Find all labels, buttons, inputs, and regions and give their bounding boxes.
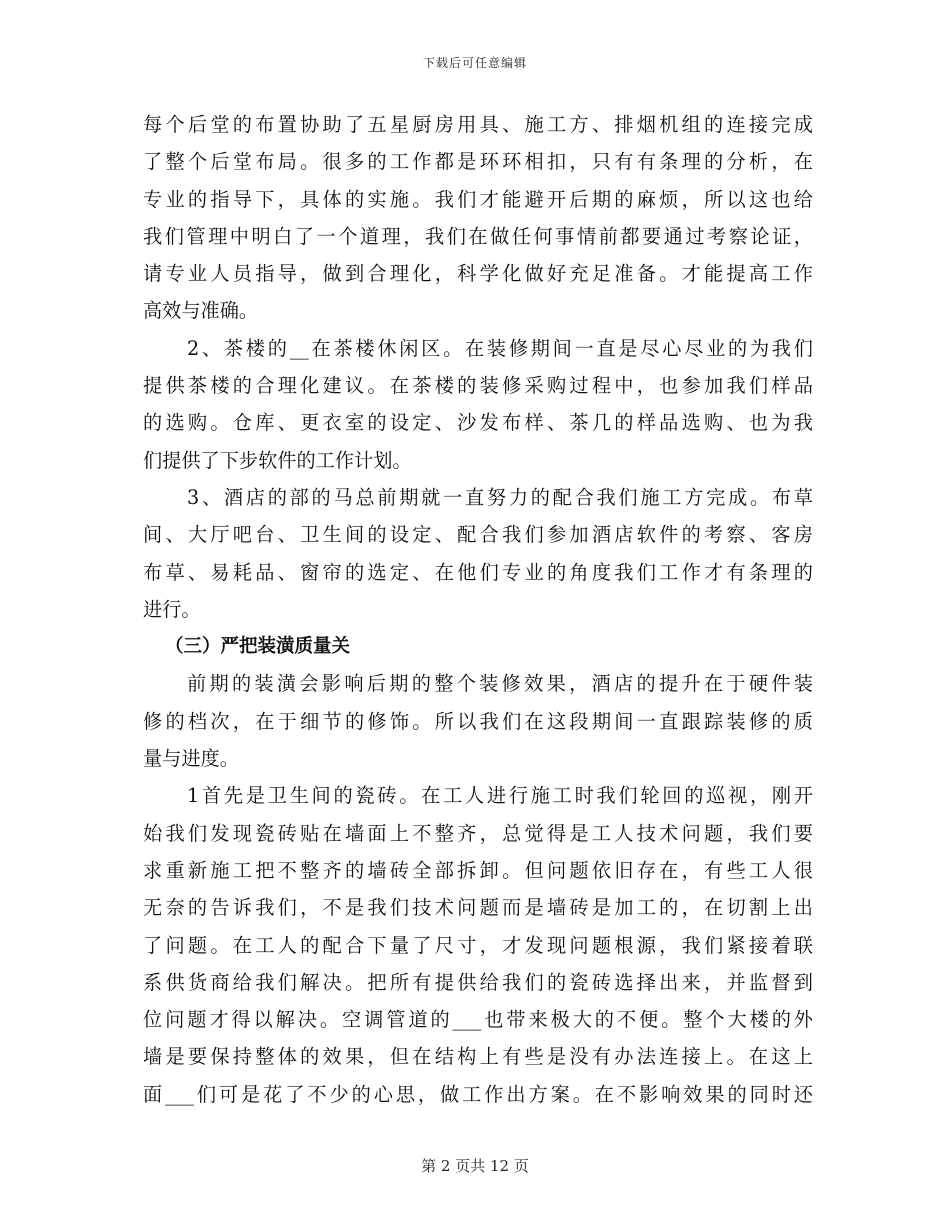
paragraph-line: 了整个后堂布局。很多的工作都是环环相扣，只有有条理的分析，在 bbox=[143, 150, 813, 174]
paragraph-line: 系供货商给我们解决。把所有提供给我们的瓷砖选择出来，并监督到 bbox=[143, 970, 813, 994]
document-body bbox=[143, 106, 813, 1113]
paragraph-line: 间、大厅吧台、卫生间的设定、配合我们参加酒店软件的考察、客房 bbox=[143, 523, 813, 547]
paragraph-line: 每个后堂的布置协助了五星厨房用具、施工方、排烟机组的连接完成 bbox=[143, 113, 813, 136]
paragraph-line: 我们管理中明白了一个道理，我们在做任何事情前都要通过考察论证， bbox=[143, 224, 813, 248]
page-header: 下载后可任意编辑 bbox=[422, 56, 527, 70]
paragraph-line: 始我们发现瓷砖贴在墙面上不整齐，总觉得是工人技术问题，我们要 bbox=[143, 821, 813, 845]
paragraph-line: 高效与准确。 bbox=[143, 299, 259, 323]
paragraph-line: 们提供了下步软件的工作计划。 bbox=[143, 448, 412, 472]
paragraph-line: 求重新施工把不整齐的墙砖全部拆卸。但问题依旧存在，有些工人很 bbox=[143, 858, 813, 882]
paragraph-line: 墙是要保持整体的效果，但在结构上有些是没有办法连接上。在这上 bbox=[143, 1045, 813, 1069]
paragraph-line: 1首先是卫生间的瓷砖。在工人进行施工时我们轮回的巡视，刚开 bbox=[187, 784, 813, 808]
page-footer: 第 2 页共 12 页 bbox=[421, 1157, 529, 1175]
paragraph-line: 前期的装潢会影响后期的整个装修效果，酒店的提升在于硬件装 bbox=[187, 672, 813, 696]
paragraph-line: 提供茶楼的合理化建议。在茶楼的装修采购过程中，也参加我们样品 bbox=[143, 374, 813, 398]
paragraph-line: 2、茶楼的__在茶楼休闲区。在装修期间一直是尽心尽业的为我们 bbox=[187, 336, 813, 360]
paragraph-line: 专业的指导下，具体的实施。我们才能避开后期的麻烦，所以这也给 bbox=[143, 187, 813, 211]
paragraph-line: 的选购。仓库、更衣室的设定、沙发布样、茶几的样品选购、也为我 bbox=[143, 411, 813, 435]
paragraph-line: 进行。 bbox=[143, 597, 201, 621]
paragraph-line: 3、酒店的部的马总前期就一直努力的配合我们施工方完成。布草 bbox=[187, 485, 813, 509]
paragraph-line: 请专业人员指导，做到合理化，科学化做好充足准备。才能提高工作 bbox=[143, 262, 813, 286]
paragraph-line: 了问题。在工人的配合下量了尺寸，才发现问题根源，我们紧接着联 bbox=[143, 933, 813, 957]
paragraph-line: 位问题才得以解决。空调管道的___也带来极大的不便。整个大楼的外 bbox=[143, 1008, 813, 1032]
paragraph-line: 面___们可是花了不少的心思，做工作出方案。在不影响效果的同时还 bbox=[143, 1082, 813, 1106]
section-heading: （三）严把装潢质量关 bbox=[165, 636, 351, 658]
paragraph-line: 布草、易耗品、窗帘的选定、在他们专业的角度我们工作才有条理的 bbox=[143, 560, 813, 584]
paragraph-line: 无奈的告诉我们，不是我们技术问题而是墙砖是加工的，在切割上出 bbox=[143, 896, 813, 920]
paragraph-line: 修的档次，在于细节的修饰。所以我们在这段期间一直跟踪装修的质 bbox=[143, 709, 813, 733]
paragraph-line: 量与进度。 bbox=[143, 747, 239, 771]
